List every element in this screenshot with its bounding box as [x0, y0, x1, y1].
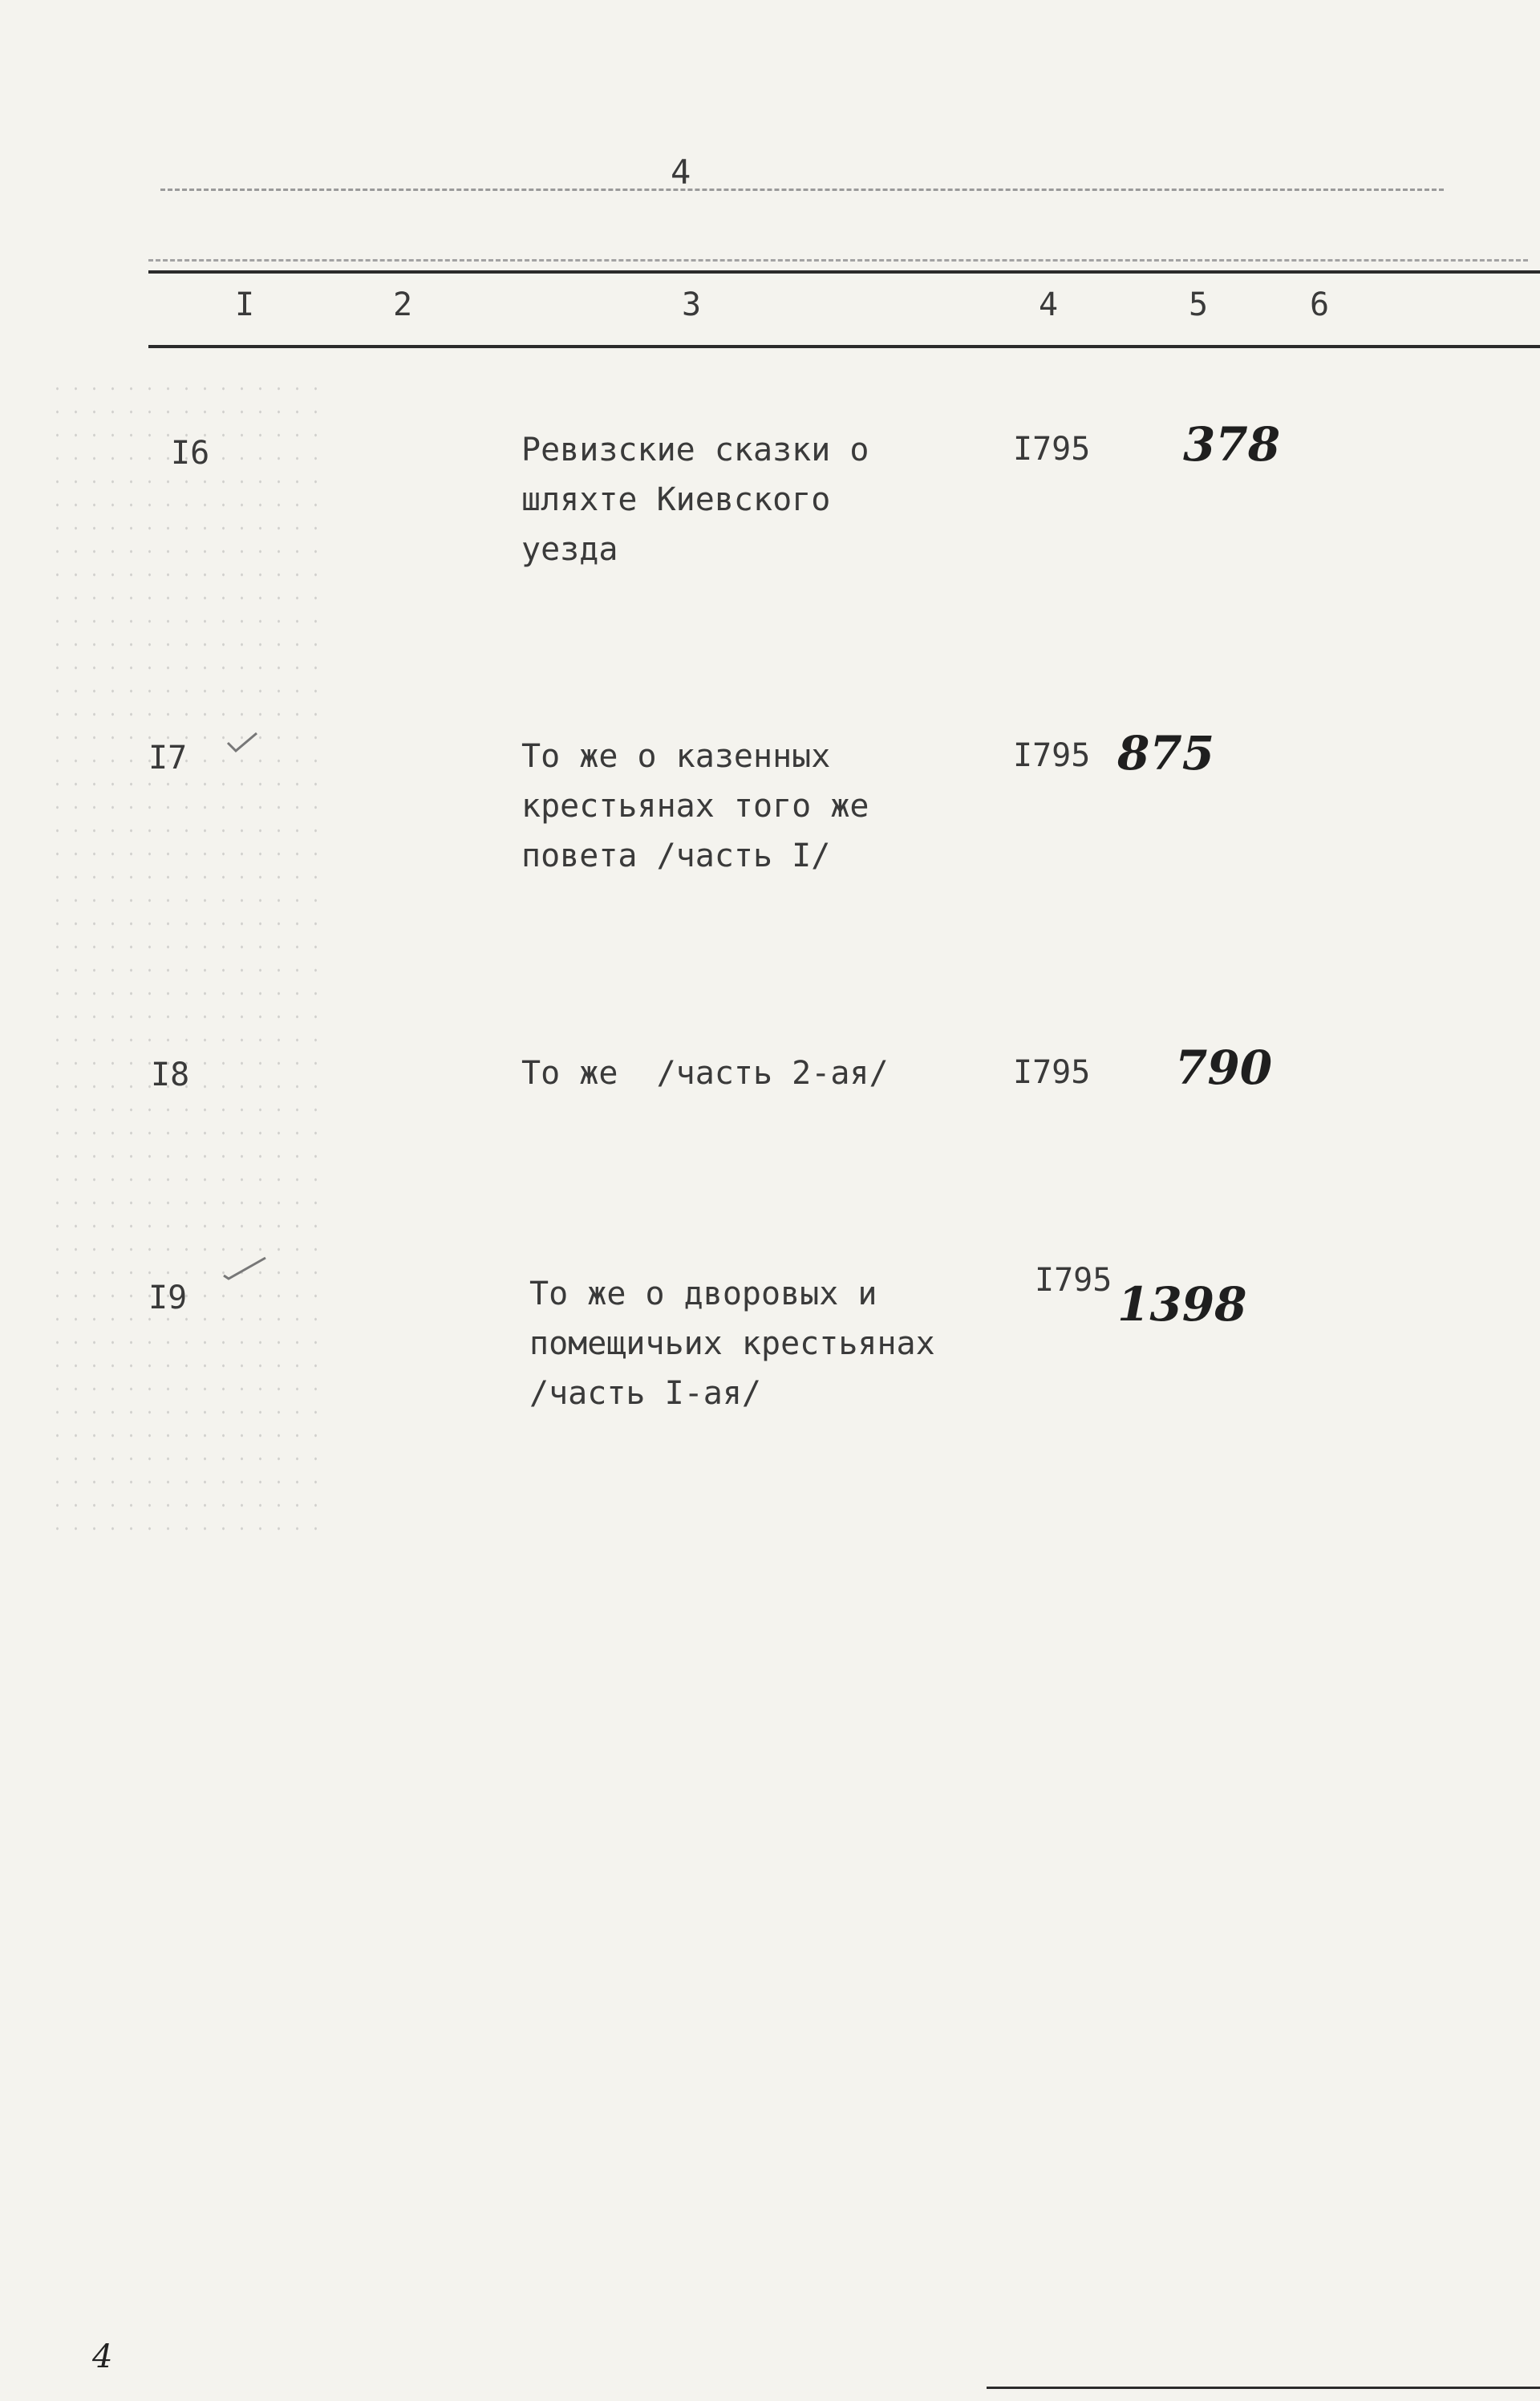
scan-noise — [48, 377, 321, 1540]
row-number: I7 — [148, 740, 188, 777]
row-description: Ревизские сказки о шляхте Киевского уезда — [521, 432, 869, 568]
row-sheet-count: 790 — [1175, 1040, 1273, 1095]
column-header-1: I — [235, 286, 255, 323]
row-year: I795 — [1013, 431, 1091, 468]
table-top-rule — [148, 270, 1540, 274]
dotted-divider — [148, 259, 1528, 262]
row-year: I795 — [1013, 1054, 1091, 1091]
column-header-6: 6 — [1310, 286, 1330, 323]
checkmark-icon — [221, 1251, 269, 1284]
row-sheet-count: 1398 — [1117, 1277, 1247, 1332]
column-header-2: 2 — [393, 286, 413, 323]
row-description: То же /часть 2-ая/ — [521, 1055, 889, 1092]
page-number: 4 — [671, 152, 691, 192]
column-header-4: 4 — [1039, 286, 1059, 323]
row-description: То же о дворовых и помещичьих крестьянах /часть I-ая/ — [529, 1276, 935, 1412]
row-number: I9 — [148, 1280, 188, 1316]
row-description: То же о казенных крестьянах того же повета /часть I/ — [521, 738, 869, 874]
checkmark-icon — [225, 728, 273, 760]
column-header-5: 5 — [1189, 286, 1209, 323]
footer-rule — [987, 2387, 1540, 2389]
corner-page-number: 4 — [92, 2338, 113, 2375]
column-header-3: 3 — [682, 286, 702, 323]
table-header-rule — [148, 345, 1540, 348]
row-year: I795 — [1013, 737, 1091, 774]
row-sheet-count: 378 — [1183, 417, 1281, 472]
row-sheet-count: 875 — [1117, 726, 1215, 781]
dotted-divider — [160, 189, 1444, 191]
row-year: I795 — [1035, 1262, 1112, 1299]
row-number: I8 — [151, 1057, 190, 1093]
row-number: I6 — [171, 435, 210, 472]
